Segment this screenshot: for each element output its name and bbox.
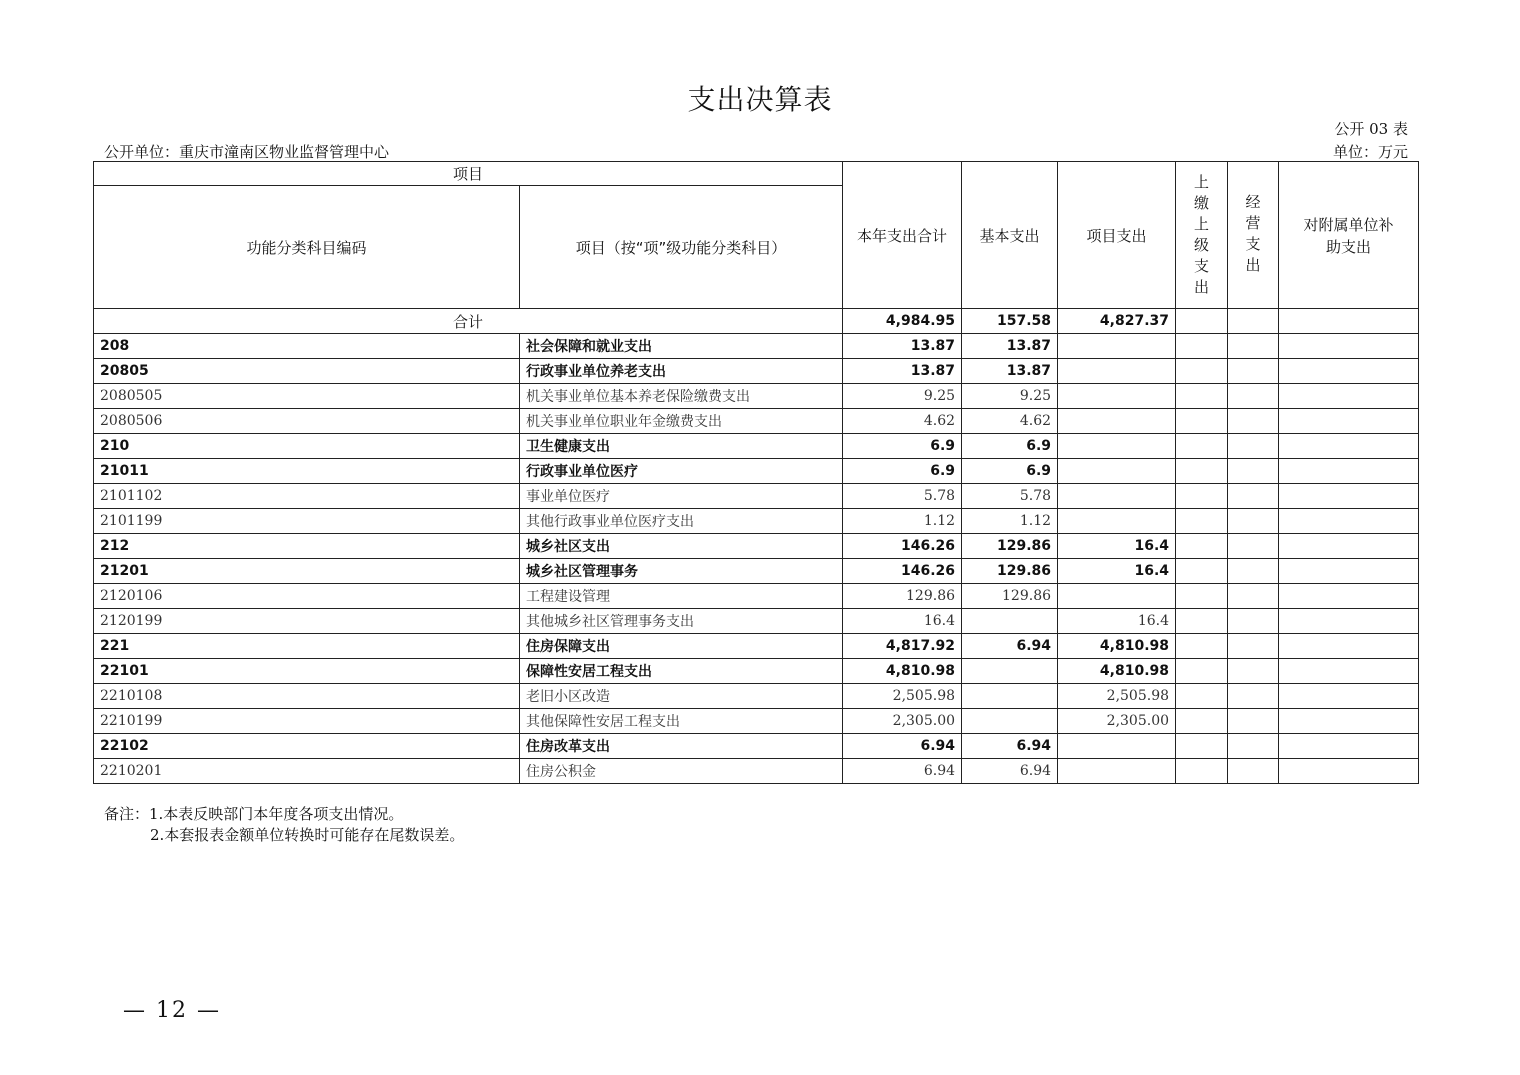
row-subsidy	[1279, 484, 1419, 509]
row-total: 13.87	[843, 359, 962, 384]
total-label: 合计	[94, 309, 843, 334]
row-code: 22102	[94, 734, 520, 759]
row-name: 住房改革支出	[520, 734, 843, 759]
row-subsidy	[1279, 409, 1419, 434]
row-project	[1058, 459, 1176, 484]
row-subsidy	[1279, 684, 1419, 709]
row-basic	[962, 709, 1058, 734]
table-row	[94, 609, 1419, 634]
row-subsidy	[1279, 384, 1419, 409]
row-code: 221	[94, 634, 520, 659]
row-project: 2,305.00	[1058, 709, 1176, 734]
row-code: 2101102	[94, 484, 520, 509]
total-business	[1228, 309, 1279, 334]
expenditure-table	[93, 161, 1419, 784]
form-number: 公开 03 表	[1334, 120, 1408, 138]
currency-unit: 单位：万元	[1332, 143, 1408, 161]
row-code: 21201	[94, 559, 520, 584]
row-basic: 1.12	[962, 509, 1058, 534]
row-upper	[1176, 534, 1228, 559]
row-project: 16.4	[1058, 559, 1176, 584]
total-row	[94, 309, 1419, 334]
header-project-group: 项目	[94, 162, 843, 186]
row-upper	[1176, 609, 1228, 634]
note-line-1: 备注：1.本表反映部门本年度各项支出情况。	[104, 805, 404, 823]
row-total: 13.87	[843, 334, 962, 359]
row-project	[1058, 734, 1176, 759]
row-business	[1228, 609, 1279, 634]
table-row	[94, 359, 1419, 384]
row-project	[1058, 359, 1176, 384]
page-number: — 12 —	[123, 998, 221, 1023]
row-name: 住房公积金	[520, 759, 843, 784]
row-total: 4,817.92	[843, 634, 962, 659]
row-code: 2120199	[94, 609, 520, 634]
row-code: 208	[94, 334, 520, 359]
row-subsidy	[1279, 634, 1419, 659]
row-code: 2080505	[94, 384, 520, 409]
row-subsidy	[1279, 509, 1419, 534]
row-name: 保障性安居工程支出	[520, 659, 843, 684]
row-total: 9.25	[843, 384, 962, 409]
total-basic: 157.58	[962, 309, 1058, 334]
row-basic: 6.94	[962, 759, 1058, 784]
total-total: 4,984.95	[843, 309, 962, 334]
row-code: 210	[94, 434, 520, 459]
row-code: 22101	[94, 659, 520, 684]
table-row	[94, 484, 1419, 509]
note-line-2: 2.本套报表金额单位转换时可能存在尾数误差。	[150, 826, 465, 844]
row-code: 2210201	[94, 759, 520, 784]
row-basic: 9.25	[962, 384, 1058, 409]
row-total: 146.26	[843, 559, 962, 584]
row-name: 卫生健康支出	[520, 434, 843, 459]
row-code: 2210108	[94, 684, 520, 709]
row-subsidy	[1279, 734, 1419, 759]
header-total: 本年支出合计	[843, 162, 962, 309]
row-project	[1058, 334, 1176, 359]
row-upper	[1176, 584, 1228, 609]
row-business	[1228, 459, 1279, 484]
row-code: 20805	[94, 359, 520, 384]
row-total: 2,505.98	[843, 684, 962, 709]
row-subsidy	[1279, 334, 1419, 359]
row-business	[1228, 359, 1279, 384]
row-total: 2,305.00	[843, 709, 962, 734]
row-project: 16.4	[1058, 534, 1176, 559]
row-subsidy	[1279, 584, 1419, 609]
row-business	[1228, 484, 1279, 509]
row-upper	[1176, 634, 1228, 659]
row-total: 1.12	[843, 509, 962, 534]
table-row	[94, 334, 1419, 359]
row-subsidy	[1279, 609, 1419, 634]
row-total: 6.9	[843, 459, 962, 484]
row-name: 其他行政事业单位医疗支出	[520, 509, 843, 534]
row-code: 2120106	[94, 584, 520, 609]
row-total: 6.94	[843, 734, 962, 759]
row-name: 事业单位医疗	[520, 484, 843, 509]
row-name: 其他保障性安居工程支出	[520, 709, 843, 734]
header-upper: 上 缴 上 级 支 出	[1176, 162, 1228, 309]
table-row	[94, 434, 1419, 459]
row-business	[1228, 684, 1279, 709]
row-total: 6.9	[843, 434, 962, 459]
row-upper	[1176, 559, 1228, 584]
row-business	[1228, 584, 1279, 609]
row-upper	[1176, 659, 1228, 684]
row-total: 4,810.98	[843, 659, 962, 684]
row-project	[1058, 409, 1176, 434]
row-upper	[1176, 434, 1228, 459]
row-project: 16.4	[1058, 609, 1176, 634]
row-project	[1058, 584, 1176, 609]
row-business	[1228, 634, 1279, 659]
row-business	[1228, 434, 1279, 459]
row-upper	[1176, 334, 1228, 359]
row-name: 机关事业单位职业年金缴费支出	[520, 409, 843, 434]
page-title: 支出决算表	[687, 83, 833, 116]
table-row	[94, 684, 1419, 709]
row-basic: 129.86	[962, 559, 1058, 584]
row-subsidy	[1279, 359, 1419, 384]
row-project: 2,505.98	[1058, 684, 1176, 709]
row-business	[1228, 734, 1279, 759]
row-subsidy	[1279, 709, 1419, 734]
table-row	[94, 659, 1419, 684]
table-row	[94, 584, 1419, 609]
row-code: 2080506	[94, 409, 520, 434]
row-total: 129.86	[843, 584, 962, 609]
row-subsidy	[1279, 559, 1419, 584]
table-row	[94, 509, 1419, 534]
row-project	[1058, 484, 1176, 509]
row-upper	[1176, 384, 1228, 409]
row-basic: 6.9	[962, 459, 1058, 484]
table-row	[94, 384, 1419, 409]
row-business	[1228, 409, 1279, 434]
row-total: 6.94	[843, 759, 962, 784]
row-name: 老旧小区改造	[520, 684, 843, 709]
table-row	[94, 459, 1419, 484]
row-code: 2101199	[94, 509, 520, 534]
total-subsidy	[1279, 309, 1419, 334]
notes	[104, 804, 464, 846]
reporting-unit: 公开单位：重庆市潼南区物业监督管理中心	[104, 143, 390, 161]
header-project: 项目支出	[1058, 162, 1176, 309]
header-business: 经 营 支 出	[1228, 162, 1279, 309]
row-total: 146.26	[843, 534, 962, 559]
row-project	[1058, 384, 1176, 409]
row-basic	[962, 684, 1058, 709]
row-upper	[1176, 359, 1228, 384]
row-subsidy	[1279, 759, 1419, 784]
row-project: 4,810.98	[1058, 659, 1176, 684]
row-upper	[1176, 509, 1228, 534]
row-basic: 13.87	[962, 359, 1058, 384]
header-name: 项目（按“项”级功能分类科目）	[520, 186, 843, 309]
row-basic: 129.86	[962, 584, 1058, 609]
table-row	[94, 409, 1419, 434]
table-row	[94, 634, 1419, 659]
row-basic: 6.9	[962, 434, 1058, 459]
row-name: 城乡社区支出	[520, 534, 843, 559]
row-project: 4,810.98	[1058, 634, 1176, 659]
header-code: 功能分类科目编码	[94, 186, 520, 309]
row-basic	[962, 609, 1058, 634]
row-project	[1058, 434, 1176, 459]
row-upper	[1176, 759, 1228, 784]
row-code: 21011	[94, 459, 520, 484]
table-row	[94, 534, 1419, 559]
row-business	[1228, 659, 1279, 684]
row-business	[1228, 384, 1279, 409]
row-upper	[1176, 409, 1228, 434]
header-basic: 基本支出	[962, 162, 1058, 309]
row-total: 4.62	[843, 409, 962, 434]
table-row	[94, 759, 1419, 784]
row-business	[1228, 759, 1279, 784]
row-name: 住房保障支出	[520, 634, 843, 659]
row-project	[1058, 509, 1176, 534]
total-upper	[1176, 309, 1228, 334]
row-basic: 129.86	[962, 534, 1058, 559]
row-basic: 6.94	[962, 634, 1058, 659]
header-subsidy: 对附属单位补助支出	[1279, 162, 1419, 309]
row-name: 行政事业单位养老支出	[520, 359, 843, 384]
row-name: 其他城乡社区管理事务支出	[520, 609, 843, 634]
row-code: 212	[94, 534, 520, 559]
row-basic: 5.78	[962, 484, 1058, 509]
row-business	[1228, 334, 1279, 359]
row-subsidy	[1279, 659, 1419, 684]
row-name: 工程建设管理	[520, 584, 843, 609]
row-name: 城乡社区管理事务	[520, 559, 843, 584]
row-basic: 6.94	[962, 734, 1058, 759]
row-upper	[1176, 684, 1228, 709]
row-basic	[962, 659, 1058, 684]
row-business	[1228, 534, 1279, 559]
row-upper	[1176, 459, 1228, 484]
row-total: 16.4	[843, 609, 962, 634]
row-total: 5.78	[843, 484, 962, 509]
row-business	[1228, 509, 1279, 534]
total-project: 4,827.37	[1058, 309, 1176, 334]
table-row	[94, 709, 1419, 734]
row-business	[1228, 709, 1279, 734]
row-upper	[1176, 734, 1228, 759]
row-code: 2210199	[94, 709, 520, 734]
row-upper	[1176, 709, 1228, 734]
row-subsidy	[1279, 534, 1419, 559]
row-basic: 4.62	[962, 409, 1058, 434]
row-name: 行政事业单位医疗	[520, 459, 843, 484]
table-row	[94, 734, 1419, 759]
table-row	[94, 559, 1419, 584]
row-upper	[1176, 484, 1228, 509]
row-subsidy	[1279, 434, 1419, 459]
row-subsidy	[1279, 459, 1419, 484]
row-project	[1058, 759, 1176, 784]
row-business	[1228, 559, 1279, 584]
row-name: 社会保障和就业支出	[520, 334, 843, 359]
row-name: 机关事业单位基本养老保险缴费支出	[520, 384, 843, 409]
row-basic: 13.87	[962, 334, 1058, 359]
